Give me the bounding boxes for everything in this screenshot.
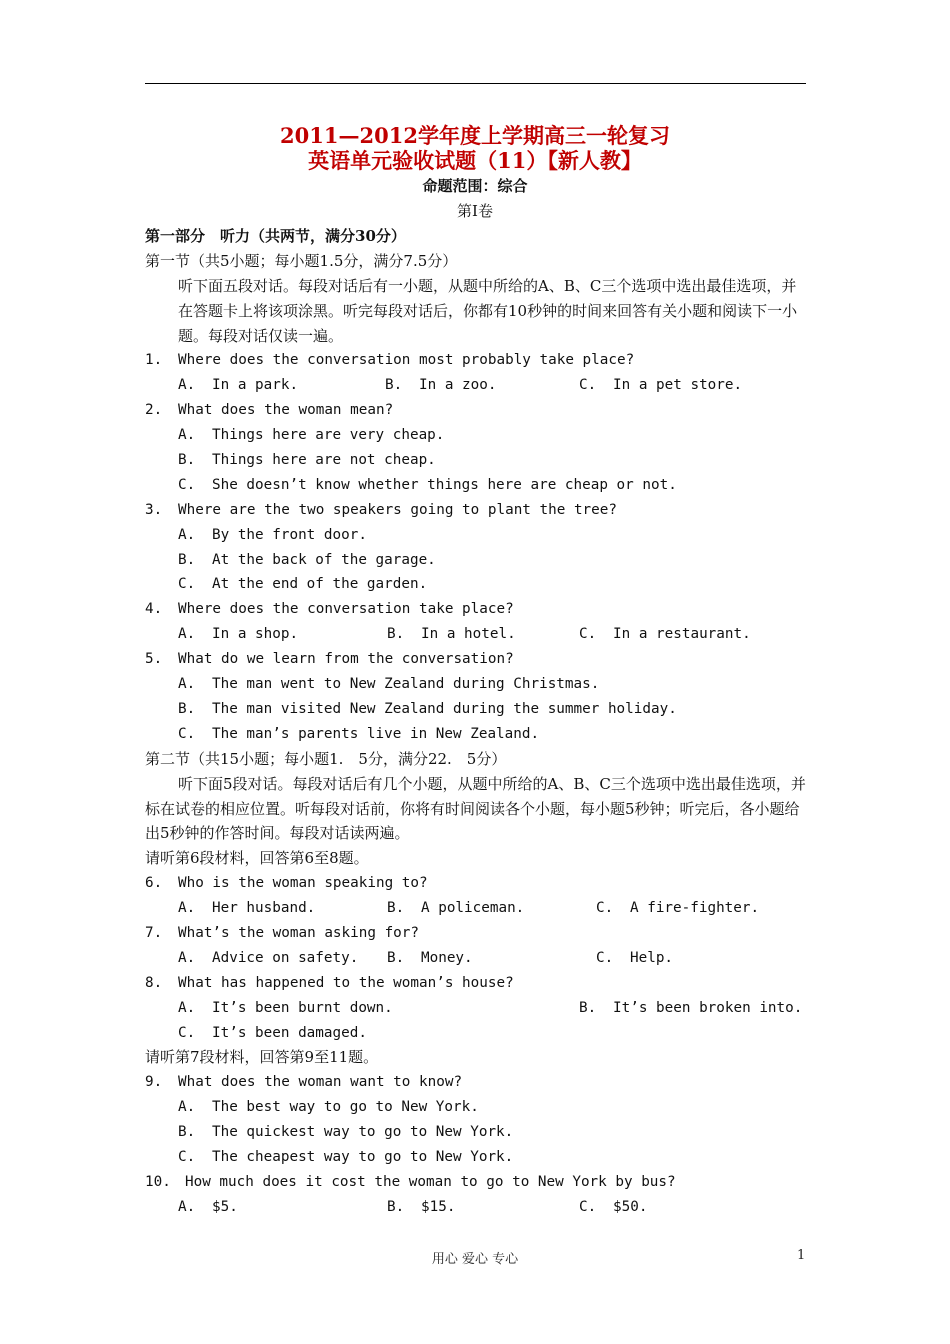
option-a: A. Advice on safety.	[178, 949, 359, 966]
material-7-prompt: 请听第7段材料，回答第9至11题。	[145, 1048, 379, 1067]
option-b: B. The quickest way to go to New York.	[178, 1124, 514, 1141]
option-b: B. Things here are not cheap.	[178, 452, 436, 469]
material-6-prompt: 请听第6段材料，回答第6至8题。	[145, 849, 369, 868]
question-8-options-ab	[145, 996, 810, 1021]
option-b: B. The man visited New Zealand during the summer holiday.	[178, 700, 677, 717]
title-line-2: 英语单元验收试题（11）【新人教】	[308, 148, 642, 173]
question-text: What does the woman want to know?	[178, 1074, 463, 1091]
section1-heading: 第一节（共5小题；每小题1.5分，满分7.5分）	[145, 251, 458, 270]
option-c: C. $50.	[579, 1198, 648, 1215]
question-number: 1.	[145, 352, 163, 369]
option-a: A. By the front door.	[178, 526, 367, 543]
option-b: B. In a hotel.	[387, 626, 516, 643]
question-10	[145, 1170, 810, 1195]
question-7-options	[145, 946, 810, 971]
question-1-options	[145, 373, 810, 398]
option-c: C. The man’s parents live in New Zealand.	[178, 725, 540, 742]
option-c: C. A fire-fighter.	[596, 900, 760, 917]
question-3	[145, 498, 810, 523]
volume-label: 第Ⅰ卷	[457, 202, 493, 220]
question-5	[145, 647, 810, 672]
question-number: 5.	[145, 651, 163, 668]
option-c: C. The cheapest way to go to New York.	[178, 1148, 514, 1165]
option-c: C. Help.	[596, 949, 674, 966]
question-number: 9.	[145, 1074, 163, 1091]
option-b: B. It’s been broken into.	[579, 999, 803, 1016]
option-a: A. $5.	[178, 1198, 238, 1215]
question-4	[145, 597, 810, 622]
option-b: B. $15.	[387, 1198, 456, 1215]
question-number: 6.	[145, 875, 163, 892]
option-a: A. In a shop.	[178, 626, 299, 643]
question-text: Where are the two speakers going to plant the tree?	[178, 501, 617, 518]
exam-scope: 命题范围：综合	[422, 177, 528, 195]
header-rule	[145, 83, 806, 84]
question-8	[145, 971, 810, 996]
question-text: Where does the conversation most probably take place?	[178, 352, 635, 369]
question-text: Who is the woman speaking to?	[178, 875, 428, 892]
exam-content	[145, 224, 810, 1220]
option-b: B. In a zoo.	[385, 377, 497, 394]
option-b: B. Money.	[387, 949, 473, 966]
question-text: What has happened to the woman’s house?	[178, 974, 514, 991]
question-text: What’s the woman asking for?	[178, 924, 420, 941]
option-a: A. It’s been burnt down.	[178, 999, 393, 1016]
question-10-options	[145, 1195, 810, 1220]
option-a: A. The man went to New Zealand during Christmas.	[178, 676, 600, 693]
title-line-1: 2011—2012学年度上学期高三一轮复习	[280, 123, 670, 148]
question-1	[145, 348, 810, 373]
question-text: What does the woman mean?	[178, 402, 394, 419]
section1-instructions: 听下面五段对话。每段对话后有一小题，从题中所给的A、B、C三个选项中选出最佳选项，并在答题卡上将该项涂黑。听完每段对话后，你都有10秒钟的时间来回答有关小题和阅读下一小题。每段对话仅读一遍。	[178, 276, 798, 345]
question-4-options	[145, 622, 810, 647]
question-text: How much does it cost the woman to go to New York by bus?	[185, 1173, 676, 1190]
question-text: Where does the conversation take place?	[178, 601, 514, 618]
option-c: C. At the end of the garden.	[178, 576, 428, 593]
page-number: 1	[797, 1248, 806, 1263]
question-number: 2.	[145, 402, 163, 419]
question-6-options	[145, 896, 810, 921]
section2-heading: 第二节（共15小题；每小题1. 5分，满分22. 5分）	[145, 749, 507, 768]
question-9	[145, 1070, 810, 1095]
question-2	[145, 398, 810, 423]
question-number: 10.	[145, 1173, 171, 1190]
option-b: B. At the back of the garage.	[178, 551, 436, 568]
question-text: What do we learn from the conversation?	[178, 651, 514, 668]
question-number: 7.	[145, 924, 163, 941]
page-footer: 用心 爱心 专心	[431, 1252, 519, 1267]
option-a: A. In a park.	[178, 377, 299, 394]
option-b: B. A policeman.	[387, 900, 525, 917]
option-c: C. In a restaurant.	[579, 626, 751, 643]
question-number: 8.	[145, 974, 163, 991]
option-a: A. Her husband.	[178, 900, 316, 917]
section2-instructions: 听下面5段对话。每段对话后有几个小题，从题中所给的A、B、C三个选项中选出最佳选项，并标在试卷的相应位置。听每段对话前，你将有时间阅读各个小题，每小题5秒钟；听完后，各小题给出5秒钟的作答时间。每段对话读两遍。	[145, 774, 806, 843]
question-7	[145, 921, 810, 946]
option-a: A. The best way to go to New York.	[178, 1099, 479, 1116]
option-c: C. It’s been damaged.	[178, 1024, 367, 1041]
option-c: C. She doesn’t know whether things here are cheap or not.	[178, 476, 677, 493]
question-6	[145, 871, 810, 896]
question-number: 4.	[145, 601, 163, 618]
question-number: 3.	[145, 501, 163, 518]
part1-heading: 第一部分 听力（共两节，满分30分）	[145, 227, 406, 245]
option-c: C. In a pet store.	[579, 377, 743, 394]
option-a: A. Things here are very cheap.	[178, 427, 445, 444]
